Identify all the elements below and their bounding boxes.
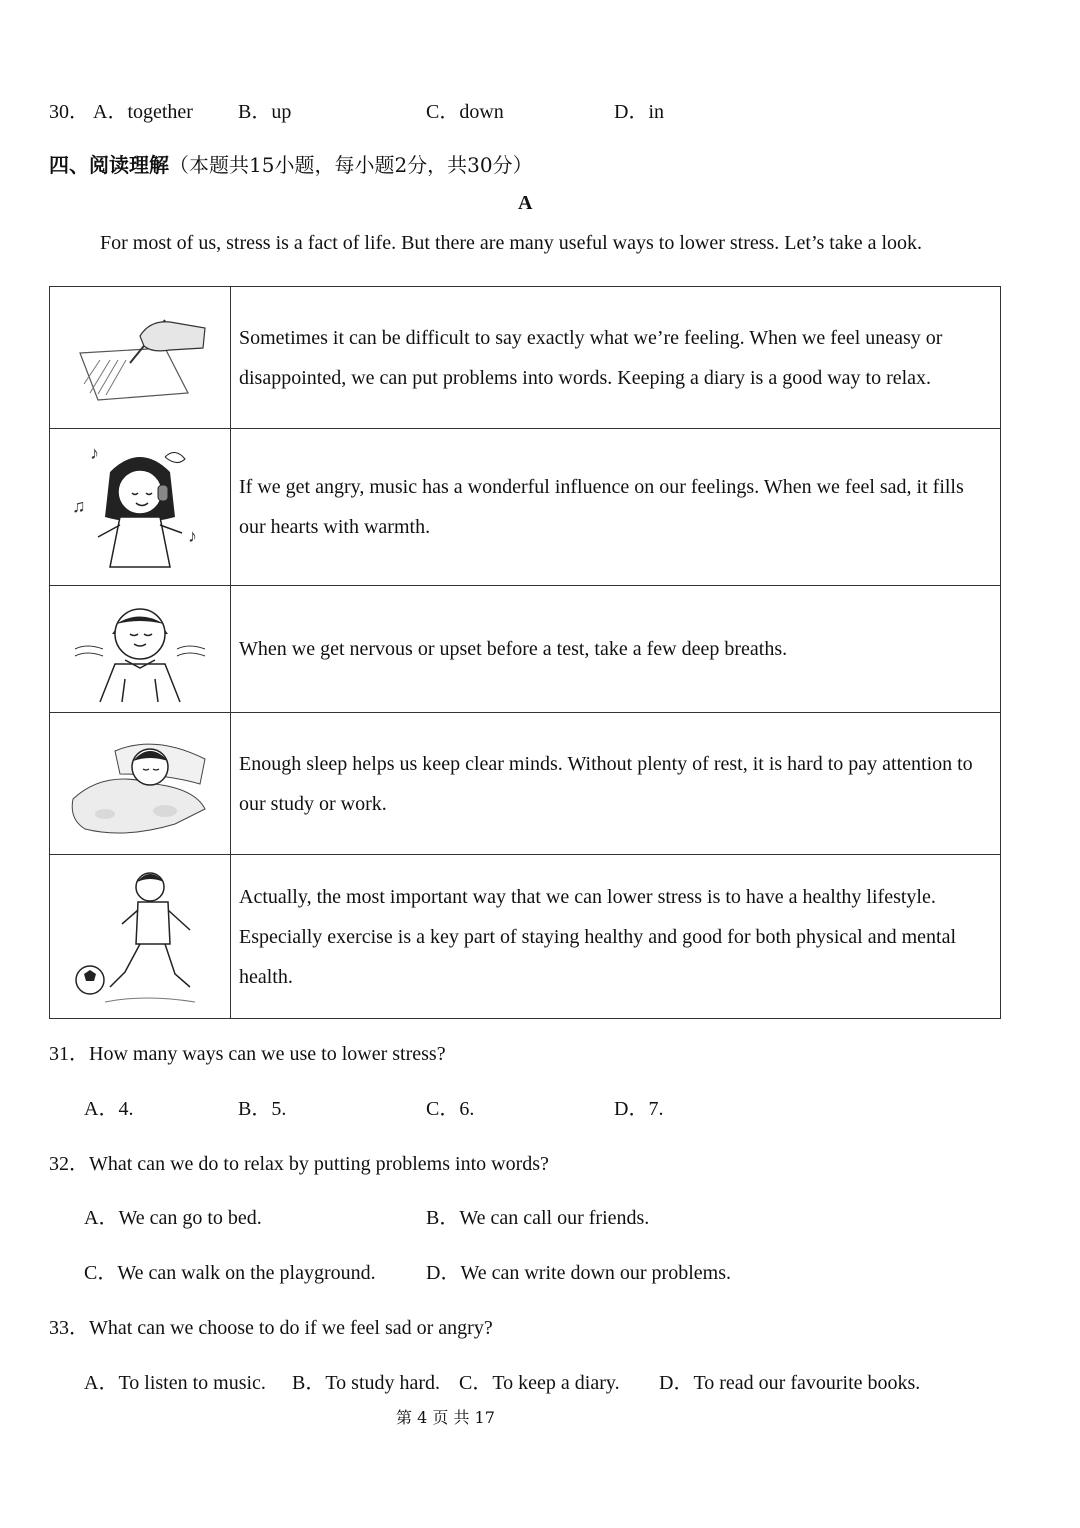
reading-table <box>49 286 1001 1019</box>
q33-option-c[interactable]: C．To keep a diary. <box>459 1372 620 1394</box>
passage-label: A <box>518 192 533 214</box>
q31-option-c[interactable]: C．6. <box>426 1098 475 1120</box>
breathing-child-icon <box>50 586 231 713</box>
q32-option-d[interactable]: D．We can write down our problems. <box>426 1262 731 1284</box>
q30-option-a[interactable]: A．together <box>93 101 193 123</box>
q31-option-d[interactable]: D．7. <box>614 1098 664 1120</box>
section-title: 四、阅读理解 <box>49 153 169 177</box>
q33-option-d[interactable]: D．To read our favourite books. <box>659 1372 921 1394</box>
q31-option-a[interactable]: A．4. <box>84 1098 134 1120</box>
section-heading <box>49 149 533 178</box>
q30-option-b[interactable]: B．up <box>238 101 292 123</box>
q31-question: 31．How many ways can we use to lower stress? <box>49 1043 446 1065</box>
svg-text:♪: ♪ <box>90 443 99 463</box>
page-footer: 第 4 页 共 17 <box>396 1408 495 1427</box>
table-row <box>50 713 1001 855</box>
q33-option-a[interactable]: A．To listen to music. <box>84 1372 266 1394</box>
table-row <box>50 855 1001 1019</box>
row-text: If we get angry, music has a wonderful influence on our feelings. When we feel sad, it fills our hearts with warmth. <box>231 429 1001 586</box>
q32-option-c[interactable]: C．We can walk on the playground. <box>84 1262 376 1284</box>
q32-option-a[interactable]: A．We can go to bed. <box>84 1207 262 1229</box>
boy-football-icon <box>50 855 231 1019</box>
table-row <box>50 429 1001 586</box>
section-note: （本题共15小题，每小题2分，共30分） <box>169 153 533 177</box>
q32-question: 32．What can we do to relax by putting problems into words? <box>49 1153 549 1175</box>
row-text: Sometimes it can be difficult to say exactly what we’re feeling. When we feel uneasy or disappointed, we can put problems into words. Keeping a diary is a good way to relax. <box>231 287 1001 429</box>
row-text: Actually, the most important way that we can lower stress is to have a healthy lifestyle. Especially exercise is a key part of staying healthy and good for both physical and mental health. <box>231 855 1001 1019</box>
q31-option-b[interactable]: B．5. <box>238 1098 287 1120</box>
row-text: Enough sleep helps us keep clear minds. Without plenty of rest, it is hard to pay attention to our study or work. <box>231 713 1001 855</box>
girl-music-icon <box>50 429 231 586</box>
q33-question: 33．What can we choose to do if we feel sad or angry? <box>49 1317 493 1339</box>
q33-option-b[interactable]: B．To study hard. <box>292 1372 441 1394</box>
q32-option-b[interactable]: B．We can call our friends. <box>426 1207 650 1229</box>
writing-hand-icon <box>50 287 231 429</box>
passage-intro: For most of us, stress is a fact of life. But there are many useful ways to lower stress. Let’s take a look. <box>100 232 923 254</box>
q30-option-d[interactable]: D．in <box>614 101 664 123</box>
row-text: When we get nervous or upset before a test, take a few deep breaths. <box>231 586 1001 713</box>
sleeping-child-icon <box>50 713 231 855</box>
q30-number: 30． <box>49 101 89 123</box>
table-row <box>50 287 1001 429</box>
q30-option-c[interactable]: C．down <box>426 101 504 123</box>
svg-text:♪: ♪ <box>188 526 197 546</box>
table-row <box>50 586 1001 713</box>
svg-text:♫: ♫ <box>72 496 86 516</box>
